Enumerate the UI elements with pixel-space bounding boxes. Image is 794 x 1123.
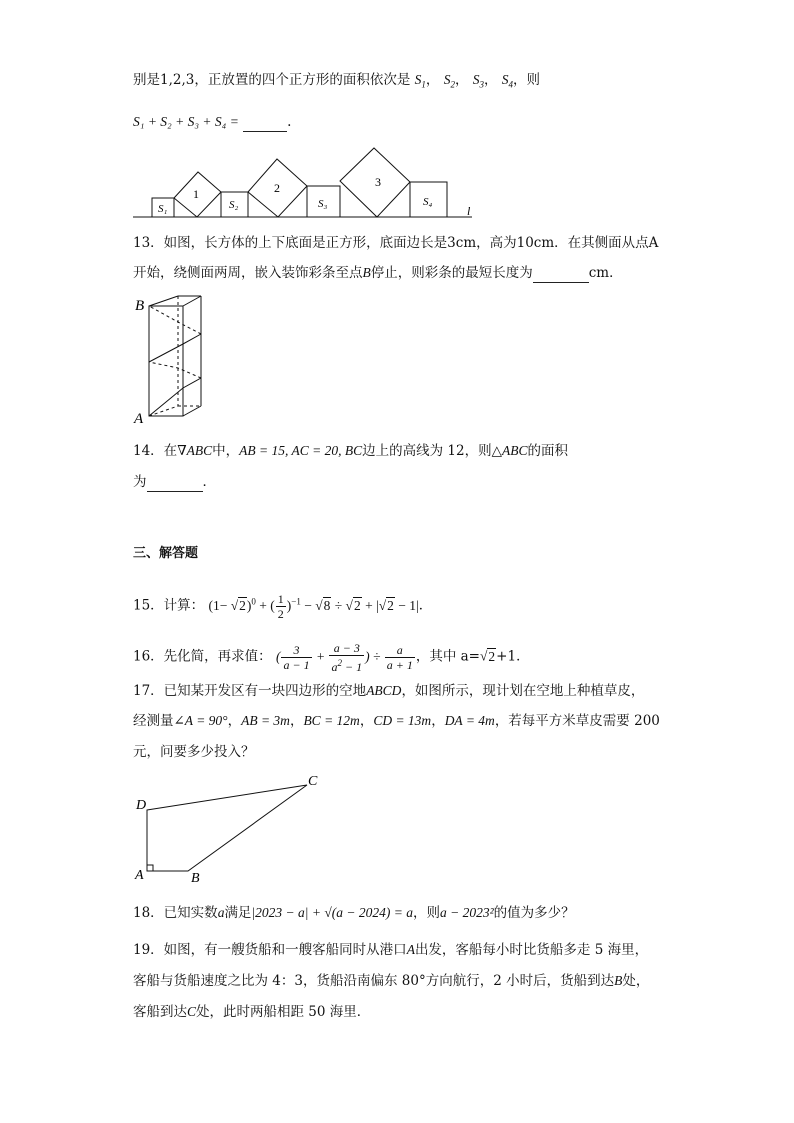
fig12-2-label: 2 (274, 181, 280, 195)
q19-line1: 19．如图，有一艘货船和一艘客船同时从港口A出发，客船每小时比货船多走 5 海里， (133, 942, 649, 958)
q16-line: 16．先化简，再求值： ( $\frac{3}{a - 1}$ + $\frac{a - 3}{a^2 - 1}$ ) ÷ $\frac{a}{a + 1}$ ，其中 a=√2+1． (133, 641, 530, 674)
q17-line1: 17．已知某开发区有一块四边形的空地ABCD，如图所示，现计划在空地上种植草皮， (133, 683, 645, 699)
q12-line2: S₁ + S₂ + S₃ + S₄ = . (133, 114, 292, 130)
q12-s1: $S_1$ (414, 72, 426, 90)
q13-line1: 13．如图，长方体的上下底面是正方形，底面边长是3cm，高为10cm．在其侧面从点A (133, 235, 659, 251)
fig12-s3-label: S₃ (318, 198, 328, 210)
q14-answer-blank[interactable] (147, 477, 203, 492)
q19-line2: 客船与货船速度之比为 4：3，货船沿南偏东 80°方向航行，2 小时后，货船到达B处， (133, 973, 650, 989)
q13-line2: 开始，绕侧面两周，嵌入装饰彩条至点B停止，则彩条的最短长度为 cm． (133, 265, 623, 281)
q12-text: 别是1,2,3，正放置的四个正方形的面积依次是 (133, 72, 411, 88)
q14-triangle: ∇ABC (177, 443, 213, 458)
fig17-label-a: A (135, 868, 144, 883)
fig12-1-label: 1 (193, 187, 199, 201)
q12-s4: $S_4$ (501, 72, 514, 90)
fig13-label-a: A (134, 411, 144, 427)
q12-answer-blank[interactable] (243, 117, 287, 132)
q13-figure (130, 292, 230, 427)
q12-s2: $S_2$ (443, 72, 455, 90)
q14-line1: 14．在∇ABC中，AB = 15, AC = 20, BC边上的高线为 12，则△ABC的面积 (133, 443, 568, 459)
q19-line3: 客船到达C处，此时两船相距 50 海里． (133, 1004, 371, 1020)
q14-line2: 为 ． (133, 474, 216, 490)
q12-then: ，则 (513, 72, 541, 88)
q17-line2: 经测量∠A = 90°，AB = 3m，BC = 12m，CD = 13m，DA = 4m，若每平方米草皮需要 200 (133, 713, 660, 729)
fig12-3-label: 3 (375, 175, 381, 189)
q14-triangle-2: △ABC (491, 443, 528, 458)
q12-expression: S₁ + S₂ + S₃ + S₄ = (133, 114, 239, 129)
q15-expression: $(1- √2)^0$ + ( $\frac{1}{2}$ )$^{-1}$ − √8 ÷ √2 + |√2 − 1| (208, 591, 419, 621)
q13-answer-blank[interactable] (533, 268, 589, 283)
q18-line: 18．已知实数a满足|2023 − a| + √(a − 2024) = a，则a − 2023²的值为多少？ (133, 905, 575, 921)
fig12-s1-label: S₁ (158, 203, 168, 215)
q12-figure (0, 145, 794, 225)
fig17-label-d: D (136, 798, 147, 813)
fig12-s2-label: S₂ (229, 199, 239, 211)
q17-figure (130, 770, 330, 885)
q12-line1: 别是1,2,3，正放置的四个正方形的面积依次是 $S_1$， $S_2$， $S_3$， $S_4$，则 (133, 72, 541, 90)
q13-point-b: B (362, 265, 371, 280)
fig17-label-c: C (308, 774, 318, 789)
q17-line3: 元，问要多少投入？ (133, 744, 255, 760)
section-heading: 三、解答题 (133, 546, 199, 561)
q18-equation: |2023 − a| + √(a − 2024) = a (251, 905, 413, 920)
q17-quad: ABCD (366, 683, 402, 698)
fig13-label-b: B (135, 298, 145, 314)
q12-s3: $S_3$ (472, 72, 484, 90)
q18-expression: a − 2023² (439, 905, 494, 920)
q15-line: 15．计算： $(1- √2)^0$ + ( $\frac{1}{2}$ )$^{-1}$ − √8 ÷ √2 + |√2 − 1|． (133, 591, 433, 621)
q16-expression: ( $\frac{3}{a - 1}$ + $\frac{a - 3}{a^2 - 1}$ ) ÷ $\frac{a}{a + 1}$ (275, 641, 413, 674)
q14-conditions: AB = 15, AC = 20, BC (239, 443, 363, 458)
fig17-label-b: B (191, 871, 200, 885)
fig12-s4-label: S₄ (423, 196, 433, 208)
fig12-line-label: l (467, 204, 471, 218)
